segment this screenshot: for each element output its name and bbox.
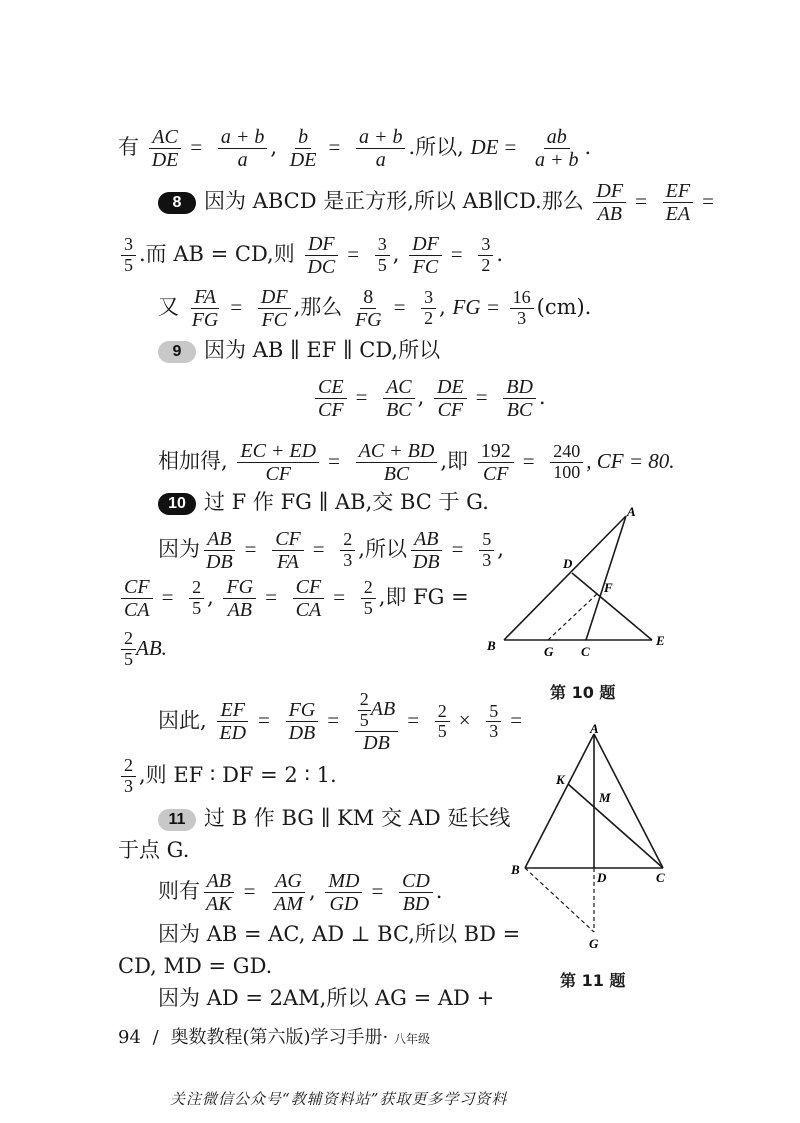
fraction: $\frac{240}{100}$	[550, 442, 583, 483]
fraction: $\frac{DF}{AB}$	[593, 180, 626, 225]
fraction: $\frac{2}{5}$	[435, 702, 450, 743]
fraction: $\frac{AC}{BC}$	[383, 376, 415, 421]
fraction: $\frac{DE}{CF}$	[434, 376, 467, 421]
line-6: $\frac{CE}{CF}$ = $\frac{AC}{BC}$ , $\frac{DE}{CF}$ = $\frac{BD}{BC}$ .	[312, 376, 546, 421]
grade-label: 八年级	[393, 1032, 430, 1046]
fraction: $\frac{8}{FG}$	[354, 286, 382, 331]
label-b: B	[511, 862, 520, 877]
fraction: $\frac{3}{5}$	[375, 235, 390, 276]
problem-number-badge: 9	[158, 341, 196, 363]
label-m: M	[599, 790, 611, 805]
line-7: 相加得, $\frac{EC + ED}{CF}$ = $\frac{AC + BD}{BC}$ ,即 $\frac{192}{CF}$ = $\frac{240}{100}$ , CF = 80.	[158, 440, 675, 485]
line-4: 又 $\frac{FA}{FG}$ = $\frac{DF}{FC}$ ,那么 $\frac{8}{FG}$ = $\frac{3}{2}$ , FG = $\frac{16}{3}$ (cm).	[158, 286, 592, 331]
fraction: $\frac{b}{DE}$	[289, 126, 317, 171]
label-d: D	[563, 556, 573, 571]
fraction: $\frac{DF}{FC}$	[258, 286, 291, 331]
fraction: $\frac{a + b}{a}$	[218, 126, 268, 171]
fraction: $\frac{3}{2}$	[421, 288, 436, 329]
label-g: G	[544, 644, 554, 659]
fraction: $\frac{DF}{FC}$	[409, 233, 442, 278]
fraction: $\frac{3}{2}$	[478, 235, 493, 276]
figure-10-caption: 第 10 题	[550, 683, 616, 702]
label-a: A	[627, 504, 636, 519]
fraction: $\frac{5}{3}$	[479, 530, 494, 571]
segment-kc	[568, 784, 663, 868]
fraction: $\frac{FA}{FG}$	[191, 286, 219, 331]
line-11: $\frac{2}{5}$ AB.	[118, 629, 167, 670]
problem-number-badge: 11	[158, 809, 196, 831]
fraction: $\frac{EF}{EA}$	[663, 180, 693, 225]
line-17: 因为 AB = AC, AD ⊥ BC,所以 BD =	[158, 922, 521, 946]
fraction: $\frac{EC + ED}{CF}$	[237, 440, 319, 485]
fraction: $\frac{ab}{a + b}$	[535, 126, 579, 171]
line-19: 因为 AD = 2AM,所以 AG = AD +	[158, 986, 495, 1010]
segment-ab	[525, 734, 594, 868]
fraction: $\frac{AB}{DB}$	[412, 528, 440, 573]
segment-bg-dashed	[525, 868, 594, 932]
label-e: E	[656, 633, 665, 648]
fraction: $\frac{3}{5}$	[121, 235, 136, 276]
line-15: 于点 G.	[118, 838, 190, 862]
problem-number-badge: 8	[158, 192, 196, 214]
problem-number-badge: 10	[158, 493, 196, 515]
fraction: $\frac{CE}{CF}$	[315, 376, 347, 421]
text: 因为 ABCD 是正方形,所以 AB∥CD.那么	[204, 189, 584, 213]
fraction: $\frac{5}{3}$	[486, 702, 501, 743]
fraction: $\frac{AG}{AM}$	[274, 870, 303, 915]
fraction: $\frac{2}{5}$	[189, 578, 204, 619]
book-title: 奥数教程(第六版)学习手册·	[170, 1027, 389, 1048]
page-footer: 94 / 奥数教程(第六版)学习手册· 八年级	[118, 1027, 430, 1048]
fraction: $\frac{FG}{DB}$	[286, 699, 319, 744]
segment-fg-dashed	[548, 593, 598, 640]
fraction: $\frac{DF}{DC}$	[304, 233, 338, 278]
figure-10-diagram	[480, 500, 680, 665]
line-9: 因为 $\frac{AB}{DB}$ = $\frac{CF}{FA}$ = $\frac{2}{3}$ ,所以 $\frac{AB}{DB}$ = $\frac{5}{3}$ ,	[158, 528, 504, 573]
fraction: $\frac{a + b}{a}$	[356, 126, 406, 171]
fraction: $\frac{CF}{CA}$	[293, 576, 325, 621]
line-10: $\frac{CF}{CA}$ = $\frac{2}{5}$ , $\frac{FG}{AB}$ = $\frac{CF}{CA}$ = $\frac{2}{5}$ ,即 FG =	[118, 576, 469, 621]
fraction: $\frac{FG}{AB}$	[223, 576, 256, 621]
fraction: $\frac{AB}{DB}$	[206, 528, 233, 573]
segment-ac	[586, 516, 626, 640]
label-g: G	[589, 936, 599, 951]
fraction: $\frac{2}{5}$	[361, 578, 376, 619]
line-16: 则有 $\frac{AB}{AK}$ = $\frac{AG}{AM}$ , $\frac{MD}{GD}$ = $\frac{CD}{BD}$ .	[158, 870, 443, 915]
label-d: D	[597, 870, 607, 885]
figure-11-caption: 第 11 题	[560, 971, 626, 990]
fraction: $\frac{BD}{BC}$	[503, 376, 536, 421]
line-1: 有 $\frac{AC}{DE}$ = $\frac{a + b}{a}$ , $\frac{b}{DE}$ = $\frac{a + b}{a}$ .所以, DE = $\frac{ab}{a + b}$ .	[118, 126, 592, 171]
fraction: $\frac{CD}{BD}$	[399, 870, 433, 915]
fraction: $\frac{AB}{AK}$	[203, 870, 235, 915]
compound-fraction: $\frac{2}{5}$ AB DB	[355, 690, 398, 754]
fraction: $\frac{AC + BD}{BC}$	[356, 440, 438, 485]
line-8: 10 过 F 作 FG ∥ AB,交 BC 于 G.	[158, 492, 489, 515]
label-k: K	[556, 772, 565, 787]
fraction: $\frac{2}{3}$	[121, 756, 136, 797]
label-f: F	[604, 580, 613, 595]
line-3: $\frac{3}{5}$ .而 AB = CD,则 $\frac{DF}{DC}$ = $\frac{3}{5}$ , $\frac{DF}{FC}$ = $\frac{3}{2}$ .	[118, 233, 503, 278]
label-b: B	[487, 638, 496, 653]
fraction: $\frac{16}{3}$	[510, 288, 534, 329]
label-a: A	[590, 722, 599, 736]
watermark-note: 关注微信公众号“教辅资料站”获取更多学习资料	[170, 1090, 508, 1108]
line-18: CD, MD = GD.	[118, 954, 273, 978]
fraction: $\frac{AC}{DE}$	[149, 126, 182, 171]
label-c: C	[656, 870, 665, 885]
fraction: $\frac{EF}{ED}$	[219, 699, 247, 745]
fraction: $\frac{192}{CF}$	[478, 440, 514, 485]
line-13: $\frac{2}{3}$ ,则 EF ∶ DF = 2 ∶ 1.	[118, 756, 337, 797]
fraction: $\frac{2}{5}$	[121, 629, 136, 670]
label-c: C	[581, 644, 590, 659]
line-5: 9 因为 AB ∥ EF ∥ CD,所以	[158, 340, 440, 363]
fraction: $\frac{CF}{CA}$	[121, 576, 153, 621]
line-14: 11 过 B 作 BG ∥ KM 交 AD 延长线	[158, 808, 510, 831]
line-2: 8 因为 ABCD 是正方形,所以 AB∥CD.那么 $\frac{DF}{AB}$ = $\frac{EF}{EA}$ =	[158, 180, 720, 225]
text: 有	[118, 135, 139, 159]
segment-ab	[504, 516, 626, 640]
page-number: 94	[118, 1027, 141, 1048]
fraction: $\frac{2}{3}$	[340, 530, 355, 571]
fraction: $\frac{MD}{GD}$	[325, 870, 362, 915]
figure-11-diagram	[505, 722, 685, 952]
fraction: $\frac{CF}{FA}$	[272, 528, 304, 573]
line-12: 因此, $\frac{EF}{ED}$ = $\frac{FG}{DB}$ = $\frac{2}{5}$ AB DB = $\frac{2}{5}$ × $\frac{5}{3}$ =	[158, 689, 523, 754]
